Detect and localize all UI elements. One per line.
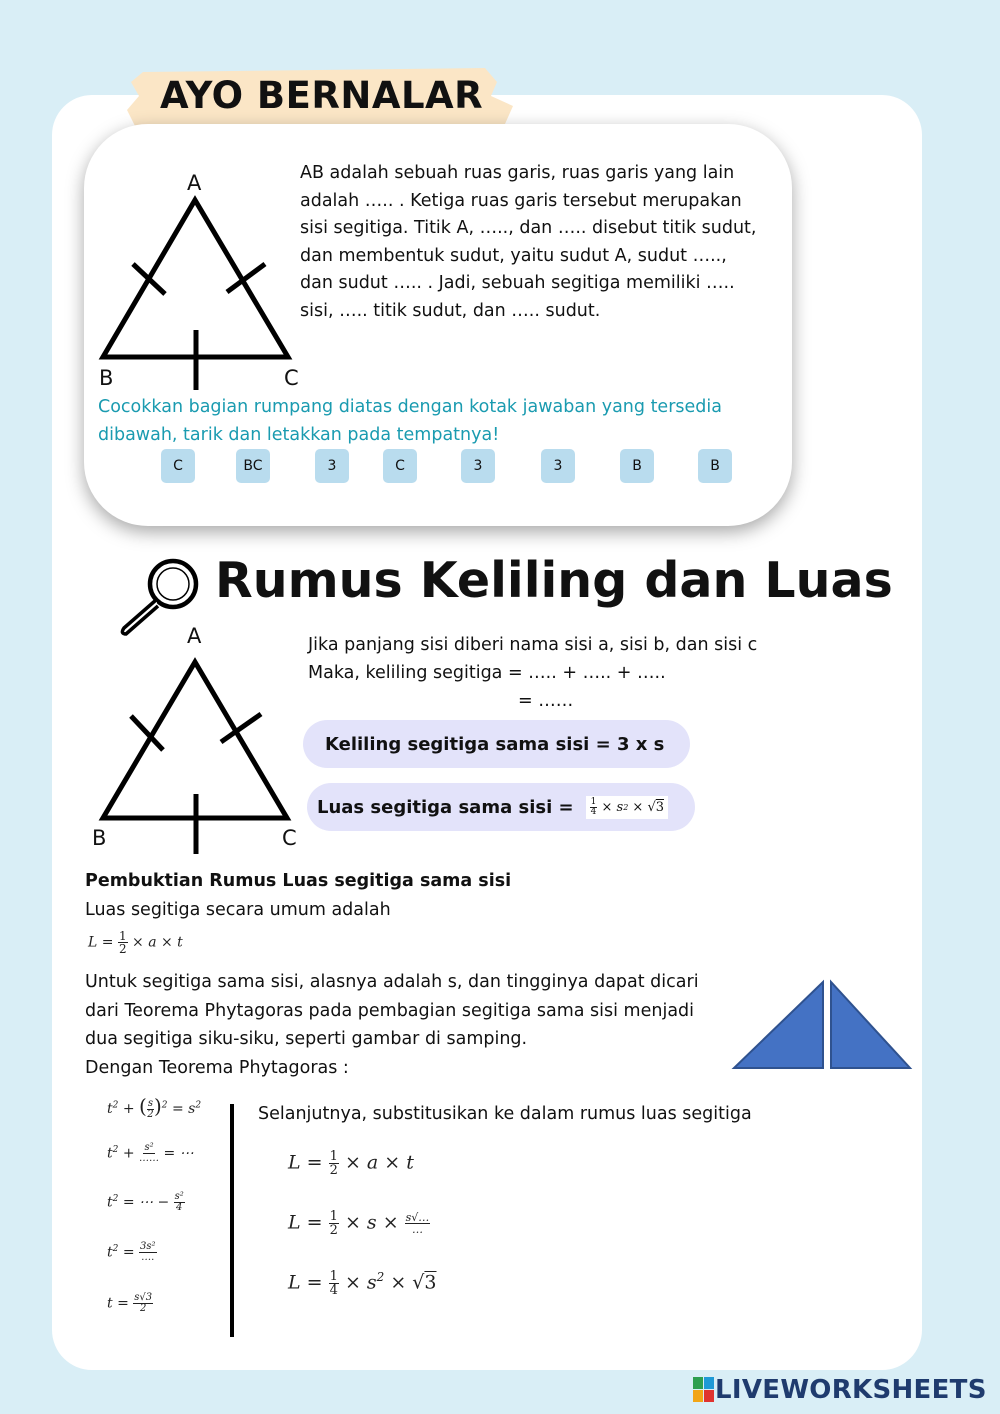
reasoning-line: sisi, ….. titik sudut, dan ….. sudut.	[300, 300, 601, 321]
liveworksheets-watermark	[693, 1375, 987, 1405]
area-formula-pill	[307, 783, 695, 831]
split-right-triangles	[730, 978, 915, 1073]
watermark-text: LIVEWORKSHEETS	[715, 1375, 987, 1405]
pythagoras-step-1: $t^2$ + ( $\frac{s}{2}$ )$^2 = s^2$	[107, 1094, 202, 1120]
answer-chip[interactable]: C	[383, 449, 417, 483]
substitute-label: Selanjutnya, substitusikan ke dalam rumus luas segitiga	[258, 1104, 752, 1124]
vertex-label-b: B	[99, 366, 114, 390]
general-area-formula: L = $\frac{1}{2}$ × a × t	[88, 929, 183, 956]
answer-chip[interactable]: 3	[315, 449, 349, 483]
equilateral-triangle-diagram	[95, 650, 305, 860]
reasoning-line: dan sudut ….. . Jadi, sebuah segitiga memiliki …..	[300, 273, 735, 294]
vertex-label-a: A	[187, 624, 202, 648]
section-title: Rumus Keliling dan Luas	[215, 552, 893, 609]
reasoning-line: sisi segitiga. Titik A, ….., dan ….. disebut titik sudut,	[300, 218, 757, 239]
proof-paragraph	[85, 968, 745, 1082]
pythagoras-step-5: t = $\frac{s√3}{2}$	[107, 1292, 153, 1314]
paragraph-line: dari Teorema Phytagoras pada pembagian segitiga sama sisi menjadi	[85, 1000, 695, 1021]
pythagoras-step-3: $t^2$ = ⋯ − $\frac{\text{s²}}{4}$	[107, 1191, 184, 1213]
answer-chip[interactable]: 3	[461, 449, 495, 483]
answer-chip[interactable]: BC	[236, 449, 270, 483]
pythagoras-step-4: $t^2$ = $\frac{\text{3s²}}{\dots.}$	[107, 1241, 156, 1263]
general-area-intro: Luas segitiga secara umum adalah	[85, 900, 391, 920]
reasoning-line: adalah ….. . Ketiga ruas garis tersebut merupakan	[300, 190, 742, 211]
pythagoras-step-2: $t^2$ + $\frac{\text{s²}}{\dots\dots}$ = ⋯	[107, 1142, 194, 1164]
perimeter-formula-pill	[303, 720, 690, 768]
perimeter-result: = ……	[518, 691, 574, 711]
paragraph-line: Untuk segitiga sama sisi, alasnya adalah s, dan tingginya dapat dicari	[85, 972, 699, 992]
substitution-step-2: L = $\frac{1}{2}$ × s × $\frac{s√\dots}{\dots}$	[288, 1209, 430, 1238]
substitution-step-3: L = $\frac{1}{4}$ × $s^2 \times √3$	[288, 1269, 437, 1298]
reasoning-line: dan membentuk sudut, yaitu sudut A, sudut …..,	[300, 245, 727, 266]
reasoning-text	[300, 160, 780, 326]
perimeter-formula: Keliling segitiga sama sisi = 3 x s	[325, 733, 665, 755]
pythagoras-label: Dengan Teorema Phytagoras :	[85, 1057, 349, 1078]
vertex-label-c: C	[282, 826, 297, 850]
vertex-label-c: C	[284, 366, 299, 390]
liveworksheets-logo-icon	[693, 1377, 715, 1403]
proof-heading: Pembuktian Rumus Luas segitiga sama sisi	[85, 871, 512, 891]
vertex-label-a: A	[187, 171, 202, 195]
column-divider	[230, 1104, 234, 1337]
tick-mark-left	[133, 264, 165, 294]
area-formula-image: $\frac{1}{4}$ × s 2 × √ 3	[586, 796, 668, 819]
reasoning-line: AB adalah sebuah ruas garis, ruas garis yang lain	[300, 163, 735, 183]
substitution-step-1: L = $\frac{1}{2}$ × a × t	[288, 1149, 414, 1178]
side-intro: Jika panjang sisi diberi nama sisi a, sisi b, dan sisi c	[308, 635, 758, 655]
drag-instruction	[98, 393, 798, 449]
vertex-label-b: B	[92, 826, 107, 850]
answer-chip[interactable]: 3	[541, 449, 575, 483]
answer-chip[interactable]: B	[620, 449, 654, 483]
answer-chip[interactable]: C	[161, 449, 195, 483]
answer-chip[interactable]: B	[698, 449, 732, 483]
instruction-line: dibawah, tarik dan letakkan pada tempatnya!	[98, 425, 500, 445]
area-formula-label: Luas segitiga sama sisi =	[317, 796, 574, 818]
paragraph-line: dua segitiga siku-siku, seperti gambar di samping.	[85, 1029, 528, 1049]
perimeter-sum: Maka, keliling segitiga = ….. + ….. + …..	[308, 663, 666, 683]
instruction-line: Cocokkan bagian rumpang diatas dengan kotak jawaban yang tersedia	[98, 397, 722, 417]
page-title: AYO BERNALAR	[160, 74, 484, 117]
equilateral-triangle-diagram	[95, 190, 305, 395]
